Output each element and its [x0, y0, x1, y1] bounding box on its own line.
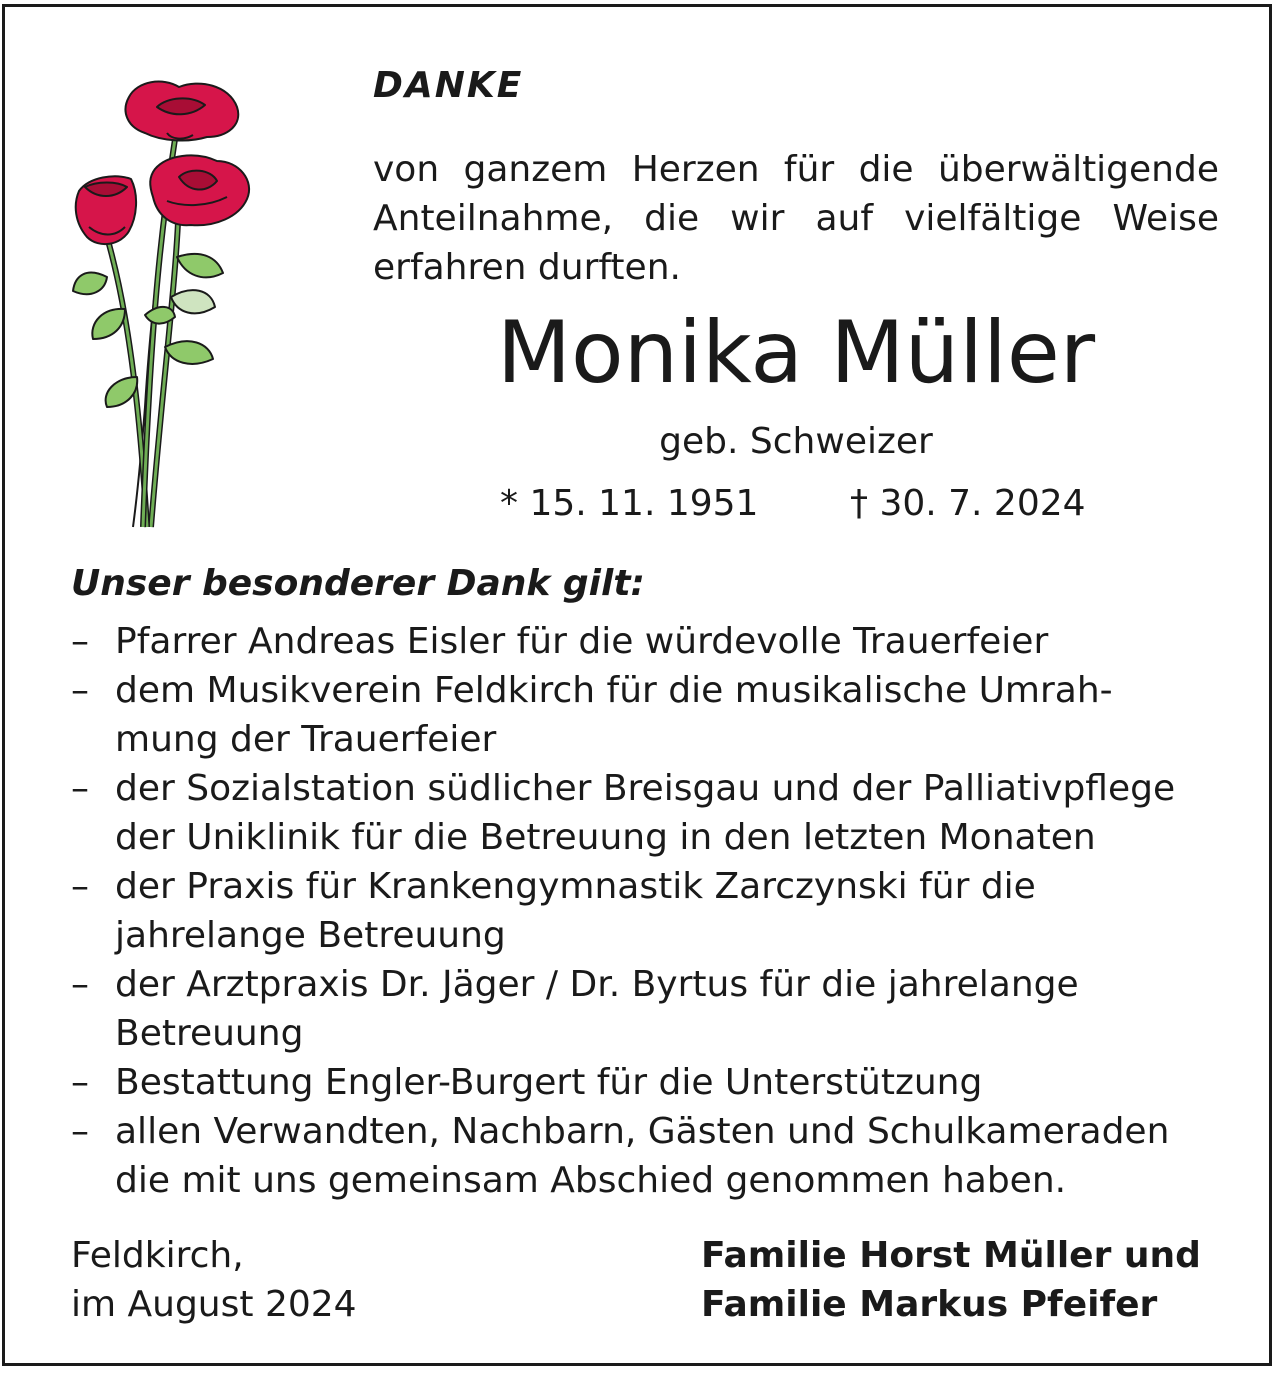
place-and-date — [71, 1231, 357, 1329]
special-thanks-heading: Unser besonderer Dank gilt: — [71, 563, 645, 604]
dash-bullet: – — [71, 768, 89, 809]
intro-line: von ganzem Herzen für die überwältigende — [373, 149, 1219, 190]
birth-date: * 15. 11. 1951 — [500, 483, 759, 524]
thanks-heading: DANKE — [373, 65, 524, 106]
list-item-line: allen Verwandten, Nachbarn, Gästen und Schulkameraden — [115, 1111, 1170, 1152]
dash-bullet: – — [71, 621, 89, 662]
list-item — [71, 960, 1221, 1058]
dash-bullet: – — [71, 866, 89, 907]
obituary-notice — [2, 4, 1272, 1366]
date-line: im August 2024 — [71, 1284, 357, 1325]
intro-line: Anteilnahme, die wir auf vielfältige Weise — [373, 198, 1219, 239]
list-item — [71, 617, 1221, 666]
list-item-line: Betreuung — [115, 1013, 304, 1054]
list-item-line: der Sozialstation südlicher Breisgau und der Palliativpflege — [115, 768, 1176, 809]
list-item-line: mung der Trauerfeier — [115, 719, 497, 760]
list-item-line: der Arztpraxis Dr. Jäger / Dr. Byrtus für die jahrelange — [115, 964, 1079, 1005]
list-item-line: Pfarrer Andreas Eisler für die würdevolle Trauerfeier — [115, 621, 1049, 662]
dash-bullet: – — [71, 964, 89, 1005]
list-item — [71, 862, 1221, 960]
dash-bullet: – — [71, 670, 89, 711]
dash-bullet: – — [71, 1111, 89, 1152]
thanks-list — [71, 617, 1221, 1205]
list-item — [71, 1058, 1221, 1107]
list-item — [71, 666, 1221, 764]
birth-name: geb. Schweizer — [659, 421, 933, 462]
list-item-line: der Praxis für Krankengymnastik Zarczynski für die — [115, 866, 1036, 907]
list-item-line: Bestattung Engler-Burgert für die Unterstützung — [115, 1062, 983, 1103]
intro-text — [373, 145, 1219, 292]
intro-line: erfahren durften. — [373, 247, 681, 288]
deceased-name: Monika Müller — [496, 303, 1096, 403]
list-item-line: der Uniklinik für die Betreuung in den letzten Monaten — [115, 817, 1096, 858]
list-item — [71, 1107, 1221, 1205]
family-signature — [701, 1231, 1201, 1329]
list-item-line: die mit uns gemeinsam Abschied genommen haben. — [115, 1160, 1067, 1201]
family-line: Familie Markus Pfeifer — [701, 1284, 1158, 1325]
place-line: Feldkirch, — [71, 1235, 244, 1276]
death-date: † 30. 7. 2024 — [850, 483, 1086, 524]
rose-bouquet-icon — [67, 77, 257, 537]
list-item-line: jahrelange Betreuung — [115, 915, 506, 956]
dash-bullet: – — [71, 1062, 89, 1103]
family-line: Familie Horst Müller und — [701, 1235, 1201, 1276]
list-item-line: dem Musikverein Feldkirch für die musikalische Umrah- — [115, 670, 1113, 711]
list-item — [71, 764, 1221, 862]
